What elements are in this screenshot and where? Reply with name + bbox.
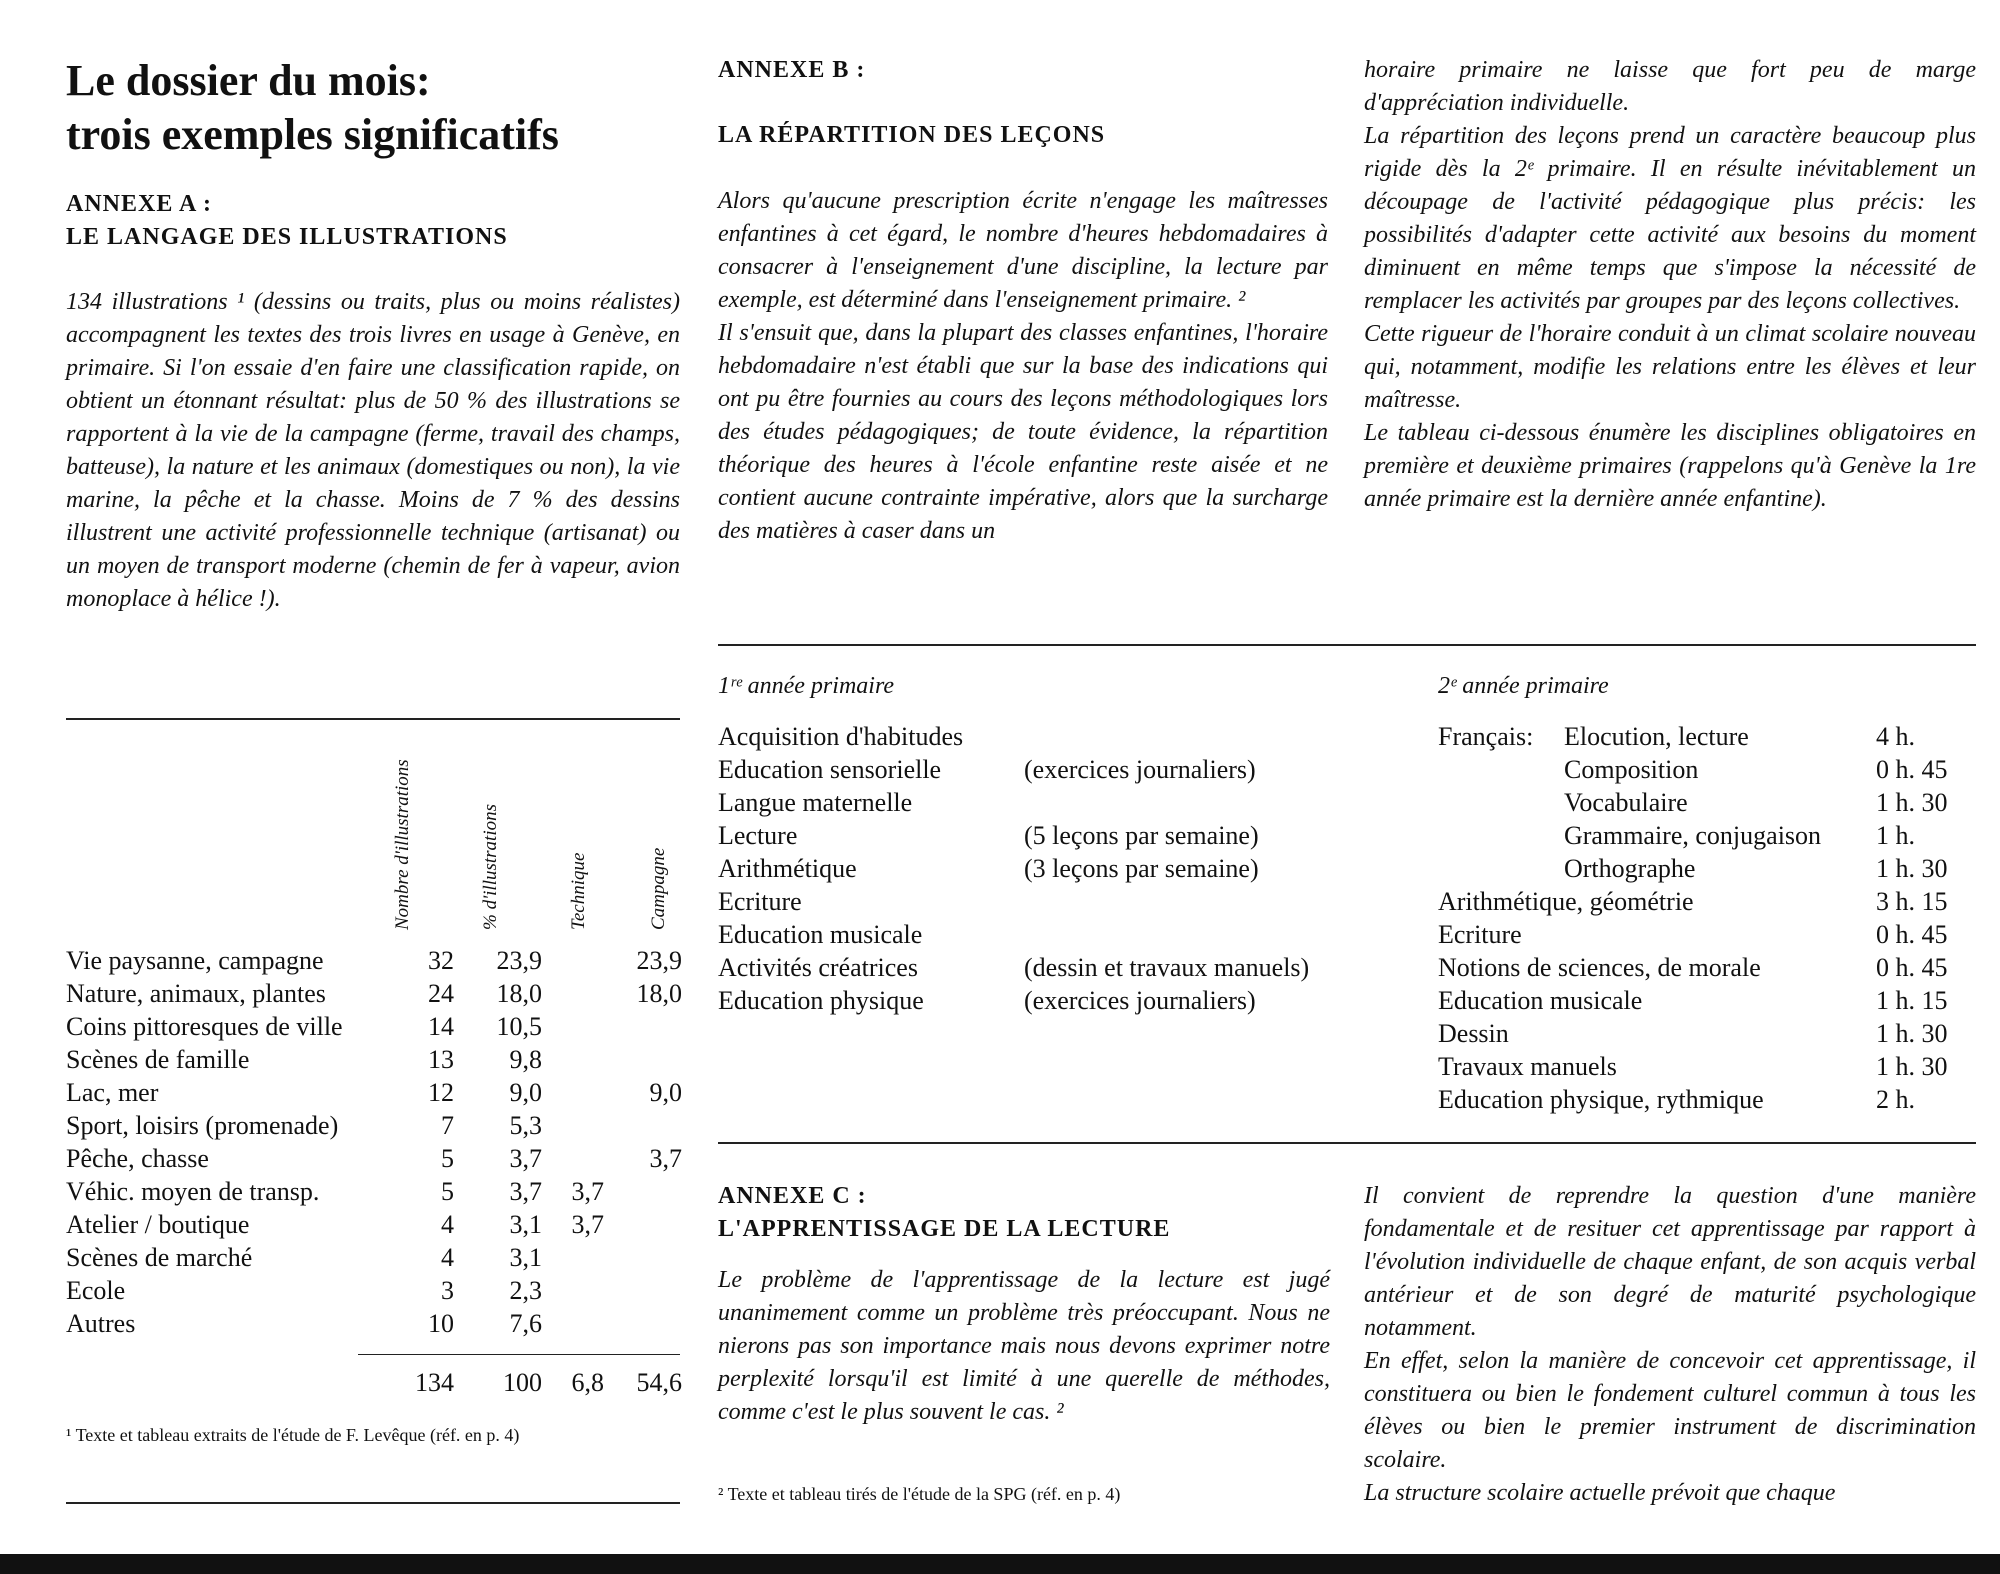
first-year-row xyxy=(718,852,1394,885)
second-year-table xyxy=(1438,720,1976,1116)
subject-label: Education musicale xyxy=(718,920,923,949)
row-count: 12 xyxy=(428,1078,454,1107)
second-year-heading: 2ᵉ année primaire xyxy=(1438,673,1609,699)
subject-note: (3 leçons par semaine) xyxy=(1024,854,1259,883)
col-header-technique: Technique xyxy=(568,852,589,930)
footnote-a: ¹ Texte et tableau extraits de l'étude de F. Levêque (réf. en p. 4) xyxy=(66,1425,520,1445)
subject-note xyxy=(1024,786,1394,819)
illustrations-totals xyxy=(66,1366,682,1399)
first-year-row xyxy=(718,753,1394,786)
first-year-heading: 1ʳᵉ année primaire xyxy=(718,673,895,699)
row-label: Scènes de famille xyxy=(66,1045,250,1074)
row-campagne: 18,0 xyxy=(636,979,682,1008)
page-edge-bar xyxy=(0,1554,2000,1574)
subject-label: Education sensorielle xyxy=(718,755,942,784)
row-count: 7 xyxy=(441,1111,454,1140)
subject-hours: 3 h. 15 xyxy=(1876,887,1948,916)
row-label: Coins pittoresques de ville xyxy=(66,1012,343,1041)
subject-label: Ecriture xyxy=(1438,920,1522,949)
page-title xyxy=(66,54,559,162)
first-year-row xyxy=(718,951,1394,984)
row-percent: 2,3 xyxy=(509,1276,542,1305)
row-label: Sport, loisirs (promenade) xyxy=(66,1111,339,1140)
row-technique xyxy=(542,1274,604,1307)
table-row xyxy=(66,977,682,1010)
divider xyxy=(66,1502,680,1504)
subject-label: Langue maternelle xyxy=(718,788,913,817)
second-year-row xyxy=(1438,819,1976,852)
second-year-row xyxy=(1438,885,1976,918)
second-year-row xyxy=(1438,1083,1976,1116)
first-year-table xyxy=(718,720,1394,1017)
row-label: Véhic. moyen de transp. xyxy=(66,1177,320,1206)
first-year-row xyxy=(718,984,1394,1017)
subject-note: (5 leçons par semaine) xyxy=(1024,821,1259,850)
second-year-row xyxy=(1438,720,1976,753)
row-count: 5 xyxy=(441,1177,454,1206)
row-label: Ecole xyxy=(66,1276,126,1305)
second-year-row xyxy=(1438,753,1976,786)
first-year-row xyxy=(718,885,1394,918)
annexe-b-col1-p1: Alors qu'aucune prescription écrite n'engage les maîtresses enfantines à cet égard, le nombre d'heures hebdomadaires à consacrer à l'enseignement d'une discipline, la lecture par exemple, est déterminé dans l'enseignement primaire. ² xyxy=(718,188,1328,313)
annexe-c-heading-2: L'APPRENTISSAGE DE LA LECTURE xyxy=(718,1216,1171,1242)
table-row xyxy=(66,1142,682,1175)
subject-label: Ecriture xyxy=(718,887,802,916)
row-percent: 9,8 xyxy=(509,1045,542,1074)
annexe-a-text: 134 illustrations ¹ (dessins ou traits, plus ou moins réalistes) accompagnent les textes des trois livres en usage à Genève, en primaire. Si l'on essaie d'en faire une classification rapide, on obtient un étonnant résultat: plus de 50 % des illustrations se rapportent à la vie de la campagne (ferme, travail des champs, batteuse), la nature et les animaux (domestiques ou non), la vie marine, la pêche et la chasse. Moins de 7 % des dessins illustrent une activité professionnelle technique (artisanat) ou un moyen de transport moderne (chemin de fer à vapeur, avion monoplace à hélice !). xyxy=(66,289,680,612)
subject-hours: 1 h. 30 xyxy=(1876,788,1948,817)
row-percent: 23,9 xyxy=(496,946,542,975)
row-campagne xyxy=(604,1010,682,1043)
row-percent: 3,1 xyxy=(509,1243,542,1272)
row-campagne xyxy=(604,1307,682,1340)
title-line-1: Le dossier du mois: xyxy=(66,56,431,105)
subject-label: Acquisition d'habitudes xyxy=(718,722,964,751)
subject-label: Education physique, rythmique xyxy=(1438,1085,1764,1114)
subject-hours: 2 h. xyxy=(1876,1085,1915,1114)
row-technique xyxy=(542,1043,604,1076)
row-technique xyxy=(542,977,604,1010)
row-technique xyxy=(542,1076,604,1109)
subject-hours: 1 h. 30 xyxy=(1876,1019,1948,1048)
row-count: 4 xyxy=(441,1243,454,1272)
row-percent: 7,6 xyxy=(509,1309,542,1338)
total-tech: 6,8 xyxy=(571,1368,604,1397)
annexe-b-col2 xyxy=(1364,54,1976,516)
subject-label: Dessin xyxy=(1438,1019,1509,1048)
subject-label: Activités créatrices xyxy=(718,953,918,982)
annexe-c-col1: Le problème de l'apprentissage de la lecture est jugé unanimement comme un problème très préoccupant. Nous ne nierons pas son importance mais nous devons exprimer notre perplexité lorsqu'il est limité à une querelle de méthodes, comme c'est le plus souvent le cas. ² xyxy=(718,1267,1330,1425)
subject-note xyxy=(1024,720,1394,753)
total-n: 134 xyxy=(415,1368,454,1397)
annexe-b-heading-1: ANNEXE B : xyxy=(718,57,866,83)
divider xyxy=(718,1142,1976,1144)
first-year-row xyxy=(718,819,1394,852)
footnote-c: ² Texte et tableau tirés de l'étude de la SPG (réf. en p. 4) xyxy=(718,1484,1121,1504)
row-count: 4 xyxy=(441,1210,454,1239)
annexe-b-col1-p2: Il s'ensuit que, dans la plupart des classes enfantines, l'horaire hebdomadaire n'est établi que sur la base des indications qui ont pu être fournies au cours des leçons méthodologiques lors des études pédagogiques; de toute évidence, la répartition théorique des heures à l'école enfantine reste aisée et ne contient aucune contrainte impérative, alors que la surcharge des matières à caser dans un xyxy=(718,320,1328,544)
table-row xyxy=(66,1241,682,1274)
row-campagne xyxy=(604,1208,682,1241)
row-percent: 18,0 xyxy=(496,979,542,1008)
annexe-c-col2-p2: En effet, selon la manière de concevoir cet apprentissage, il constituera ou bien le fondement culturel commun à tous les élèves ou bien le premier instrument de discrimination scolaire. xyxy=(1364,1348,1976,1473)
table-row xyxy=(66,1076,682,1109)
annexe-a-heading-1: ANNEXE A : xyxy=(66,191,213,217)
subject-hours: 1 h. 30 xyxy=(1876,1052,1948,1081)
row-technique: 3,7 xyxy=(571,1177,604,1206)
row-technique xyxy=(542,1241,604,1274)
annexe-b-col2-p1: horaire primaire ne laisse que fort peu de marge d'appréciation individuelle. xyxy=(1364,57,1976,116)
row-count: 24 xyxy=(428,979,454,1008)
second-year-row xyxy=(1438,1017,1976,1050)
row-campagne xyxy=(604,1109,682,1142)
second-year-row xyxy=(1438,786,1976,819)
row-label: Nature, animaux, plantes xyxy=(66,979,326,1008)
second-year-row xyxy=(1438,984,1976,1017)
illustrations-table xyxy=(66,944,682,1340)
subject-note: (exercices journaliers) xyxy=(1024,755,1256,784)
row-campagne: 3,7 xyxy=(649,1144,682,1173)
row-campagne xyxy=(604,1043,682,1076)
title-line-2: trois exemples significatifs xyxy=(66,110,559,159)
subject-hours: 4 h. xyxy=(1876,722,1915,751)
table-row xyxy=(66,944,682,977)
col-header-nombre: Nombre d'illustrations xyxy=(392,759,413,930)
row-count: 13 xyxy=(428,1045,454,1074)
table-row xyxy=(66,1208,682,1241)
subject-label: Notions de sciences, de morale xyxy=(1438,953,1761,982)
subject-label: Arithmétique xyxy=(718,854,857,883)
second-year-row xyxy=(1438,918,1976,951)
subject-hours: 0 h. 45 xyxy=(1876,953,1948,982)
first-year-row xyxy=(718,720,1394,753)
subject-hours: 0 h. 45 xyxy=(1876,920,1948,949)
subject-sublabel: Grammaire, conjugaison xyxy=(1564,821,1822,850)
totals-row xyxy=(66,1366,682,1399)
row-label: Scènes de marché xyxy=(66,1243,253,1272)
divider xyxy=(66,718,680,720)
row-technique xyxy=(542,1109,604,1142)
row-campagne xyxy=(604,1241,682,1274)
table-row xyxy=(66,1109,682,1142)
row-technique: 3,7 xyxy=(571,1210,604,1239)
subject-label xyxy=(1438,786,1564,819)
total-rule xyxy=(358,1354,680,1355)
subject-note xyxy=(1024,918,1394,951)
row-percent: 9,0 xyxy=(509,1078,542,1107)
row-campagne: 9,0 xyxy=(649,1078,682,1107)
divider xyxy=(718,644,1976,646)
subject-label: Arithmétique, géométrie xyxy=(1438,887,1694,916)
second-year-row xyxy=(1438,951,1976,984)
row-label: Pêche, chasse xyxy=(66,1144,209,1173)
col-header-campagne: Campagne xyxy=(648,847,669,930)
row-label: Atelier / boutique xyxy=(66,1210,250,1239)
subject-label: Lecture xyxy=(718,821,798,850)
table-row xyxy=(66,1274,682,1307)
row-campagne xyxy=(604,1175,682,1208)
subject-label xyxy=(1438,819,1564,852)
row-campagne xyxy=(604,1274,682,1307)
row-percent: 3,1 xyxy=(509,1210,542,1239)
annexe-c-col2-p3: La structure scolaire actuelle prévoit que chaque xyxy=(1364,1480,1836,1506)
annexe-c-col2-p1: Il convient de reprendre la question d'une manière fondamentale et de resituer cet apprentissage par rapport à l'évolution individuelle de chaque enfant, de son acquis verbal antérieur et de son degré de maturité psychologique notamment. xyxy=(1364,1183,1976,1341)
col-header-pct: % d'illustrations xyxy=(480,804,501,930)
second-year-row xyxy=(1438,852,1976,885)
subject-label: Education musicale xyxy=(1438,986,1643,1015)
subject-hours: 0 h. 45 xyxy=(1876,755,1948,784)
row-technique xyxy=(542,1307,604,1340)
row-percent: 5,3 xyxy=(509,1111,542,1140)
total-camp: 54,6 xyxy=(636,1368,682,1397)
row-label: Autres xyxy=(66,1309,136,1338)
table-row xyxy=(66,1175,682,1208)
table-row xyxy=(66,1307,682,1340)
subject-sublabel: Elocution, lecture xyxy=(1564,722,1749,751)
total-pct: 100 xyxy=(503,1368,542,1397)
row-count: 5 xyxy=(441,1144,454,1173)
row-technique xyxy=(542,1010,604,1043)
row-label: Vie paysanne, campagne xyxy=(66,946,324,975)
subject-label: Travaux manuels xyxy=(1438,1052,1617,1081)
subject-label: Français: xyxy=(1438,722,1534,751)
annexe-b-heading-2: LA RÉPARTITION DES LEÇONS xyxy=(718,122,1106,148)
annexe-c-heading-1: ANNEXE C : xyxy=(718,1183,867,1209)
annexe-b-col2-p3: Cette rigueur de l'horaire conduit à un climat scolaire nouveau qui, notamment, modifie les relations entre les élèves et leur maîtresse. xyxy=(1364,321,1976,413)
row-campagne: 23,9 xyxy=(636,946,682,975)
subject-hours: 1 h. xyxy=(1876,821,1915,850)
annexe-b-col2-p4: Le tableau ci-dessous énumère les disciplines obligatoires en première et deuxième primaires (rappelons qu'à Genève la 1re année primaire est la dernière année enfantine). xyxy=(1364,420,1976,512)
subject-note xyxy=(1024,885,1394,918)
first-year-row xyxy=(718,918,1394,951)
subject-sublabel: Vocabulaire xyxy=(1564,788,1688,817)
subject-label xyxy=(1438,852,1564,885)
subject-hours: 1 h. 15 xyxy=(1876,986,1948,1015)
row-technique xyxy=(542,944,604,977)
table-row xyxy=(66,1043,682,1076)
row-percent: 3,7 xyxy=(509,1144,542,1173)
subject-sublabel: Orthographe xyxy=(1564,854,1696,883)
row-count: 3 xyxy=(441,1276,454,1305)
table-row xyxy=(66,1010,682,1043)
first-year-row xyxy=(718,786,1394,819)
row-percent: 3,7 xyxy=(509,1177,542,1206)
subject-sublabel: Composition xyxy=(1564,755,1699,784)
row-label: Lac, mer xyxy=(66,1078,159,1107)
row-technique xyxy=(542,1142,604,1175)
annexe-c-col2 xyxy=(1364,1180,1976,1510)
subject-note: (dessin et travaux manuels) xyxy=(1024,953,1310,982)
row-count: 10 xyxy=(428,1309,454,1338)
subject-label: Education physique xyxy=(718,986,924,1015)
row-count: 32 xyxy=(428,946,454,975)
annexe-c-heading xyxy=(718,1180,1338,1246)
subject-note: (exercices journaliers) xyxy=(1024,986,1256,1015)
annexe-a-heading xyxy=(66,188,686,254)
subject-label xyxy=(1438,753,1564,786)
subject-hours: 1 h. 30 xyxy=(1876,854,1948,883)
row-count: 14 xyxy=(428,1012,454,1041)
annexe-b-col2-p2: La répartition des leçons prend un caractère beaucoup plus rigide dès la 2ᵉ primaire. Il en résulte inévitablement un découpage de l'activité pédagogique plus précis: les possibilités d'adapter cette activité aux besoins du moment diminuent en même temps que s'impose la nécessité de remplacer les activités par groupes par des leçons collectives. xyxy=(1364,123,1976,314)
row-percent: 10,5 xyxy=(496,1012,542,1041)
annexe-b-col1 xyxy=(718,185,1328,548)
annexe-a-heading-2: LE LANGAGE DES ILLUSTRATIONS xyxy=(66,224,508,250)
second-year-row xyxy=(1438,1050,1976,1083)
